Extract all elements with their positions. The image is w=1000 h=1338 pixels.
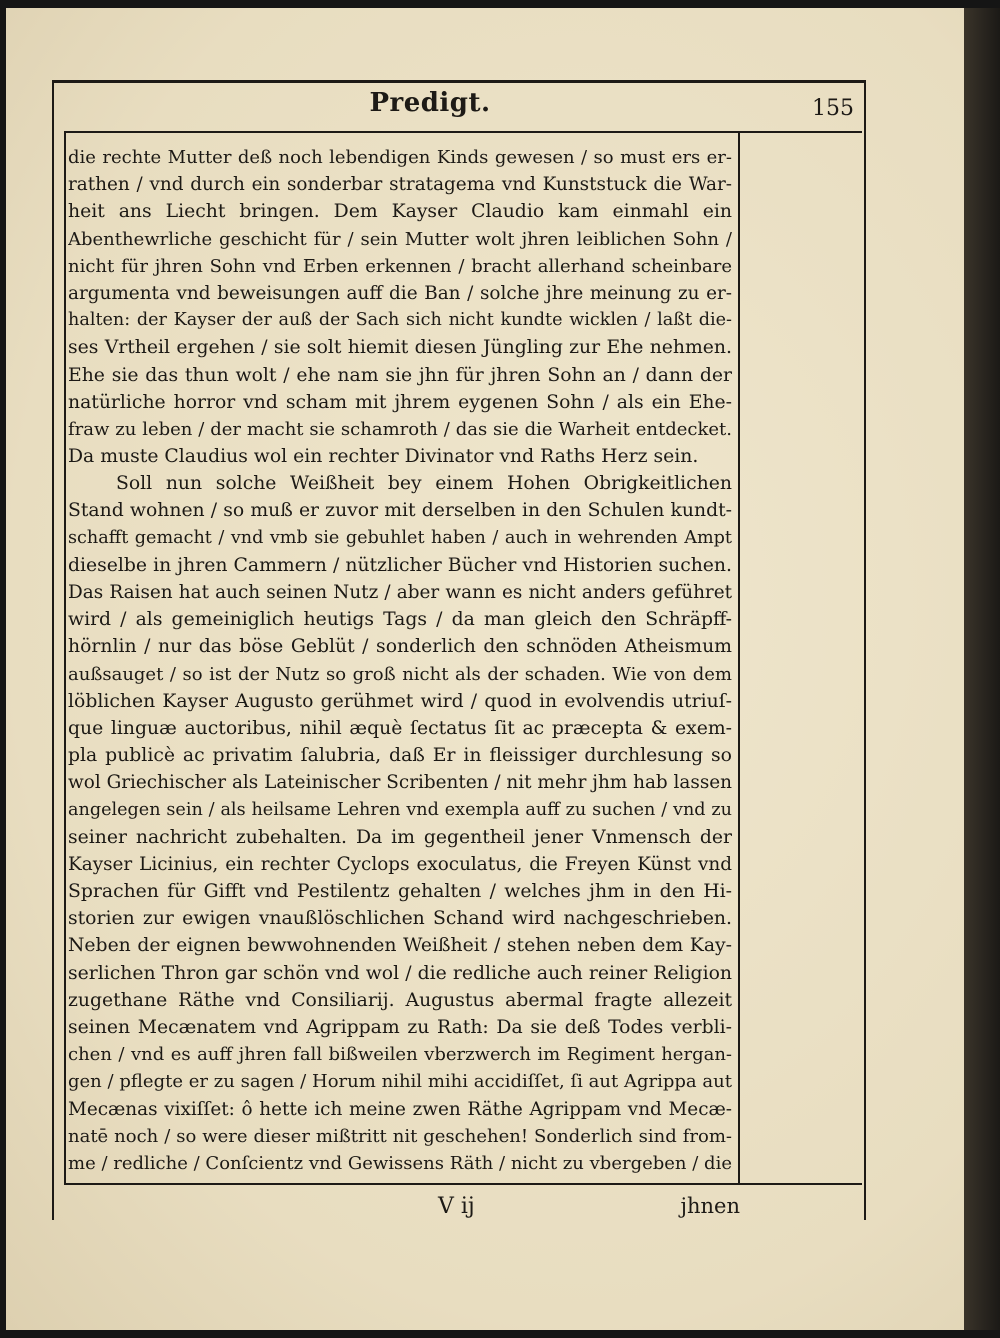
text-line: Kayser Licinius, ein rechter Cyclops exoculatus, die Freyen Künst vnd xyxy=(68,853,732,875)
text-line: que linguæ auctoribus, nihil æquè ſectatus ſit ac præcepta & exem- xyxy=(68,717,732,739)
text-line: Abenthewrliche geschicht für / sein Mutter wolt jhren leiblichen Sohn / xyxy=(68,228,732,250)
text-line: gen / pflegte er zu sagen / Horum nihil mihi accidiſſet, ſi aut Agrippa aut xyxy=(68,1071,732,1093)
text-line: Mecænas vixiſſet: ô hette ich meine zwen Räthe Agrippam vnd Mecæ- xyxy=(68,1098,732,1120)
margin-header-rule xyxy=(740,131,862,133)
page-edge-shadow xyxy=(964,8,1000,1330)
text-line: zugethane Räthe vnd Consiliarij. Augustus abermal fragte allezeit xyxy=(68,989,732,1011)
text-line: Das Raisen hat auch seinen Nutz / aber wann es nicht anders geführet xyxy=(68,582,732,603)
text-line: Ehe sie das thun wolt / ehe nam sie jhn für jhren Sohn an / dann der xyxy=(68,364,732,386)
text-line: halten: der Kayser der auß der Sach sich nicht kundte wicklen / laßt die- xyxy=(68,310,732,331)
text-line: Stand wohnen / so muß er zuvor mit derselben in den Schulen kundt- xyxy=(68,500,732,522)
text-line: die rechte Mutter deß noch lebendigen Kinds gewesen / so must ers er- xyxy=(68,147,732,168)
text-line: chen / vnd es auff jhren fall bißweilen vberzwerch im Regiment hergan- xyxy=(68,1044,732,1066)
text-line: Sprachen für Gifft vnd Pestilentz gehalten / welches jhm in den Hi- xyxy=(68,881,732,903)
text-line: natürliche horror vnd scham mit jhrem eygenen Sohn / als ein Ehe- xyxy=(68,391,732,413)
header-rule xyxy=(64,131,740,133)
text-line: Da muste Claudius wol ein rechter Divinator vnd Raths Herz sein. xyxy=(68,446,699,468)
text-block-left-rule xyxy=(64,131,66,1183)
text-line: seinen Mecænatem vnd Agrippam zu Rath: Da sie deß Todes verbli- xyxy=(68,1017,732,1038)
paragraph-start-line: Soll nun solche Weißheit bey einem Hohen Obrigkeitlichen xyxy=(116,473,732,495)
text-line: löblichen Kayser Augusto gerühmet wird / quod in evolvendis utriuſ- xyxy=(68,690,732,712)
text-line: storien zur ewigen vnaußlöschlichen Schand wird nachgeschrieben. xyxy=(68,908,732,930)
text-line: hörnlin / nur das böse Geblüt / sonderlich den schnöden Atheismum xyxy=(68,636,732,658)
text-line: rathen / vnd durch ein sonderbar stratagema vnd Kunststuck die War- xyxy=(68,174,732,196)
text-line: außsauget / so ist der Nutz so groß nicht als der schaden. Wie von dem xyxy=(68,663,732,685)
text-line: dieselbe in jhren Cammern / nützlicher Bücher vnd Historien suchen. xyxy=(68,554,732,576)
text-line: wol Griechischer als Lateinischer Scribenten / nit mehr jhm hab lassen xyxy=(68,772,732,794)
margin-footer-rule xyxy=(740,1183,862,1185)
catchword: jhnen xyxy=(680,1194,740,1218)
text-line: Neben der eignen bewwohnenden Weißheit / stehen neben dem Kay- xyxy=(68,935,732,957)
text-line: nicht für jhren Sohn vnd Erben erkennen / bracht allerhand scheinbare xyxy=(68,255,732,277)
running-title: Predigt. xyxy=(369,88,491,118)
footer-rule xyxy=(64,1183,740,1185)
text-line: natē noch / so were dieser mißtritt nit geschehen! Sonderlich sind from- xyxy=(68,1125,732,1147)
text-line: wird / als gemeiniglich heutigs Tags / da man gleich den Schräpff- xyxy=(68,609,732,631)
text-line: ses Vrtheil ergehen / sie solt hiemit diesen Jüngling zur Ehe nehmen. xyxy=(68,337,732,359)
text-line: me / redliche / Conſcientz vnd Gewissens Räth / nicht zu vbergeben / die xyxy=(68,1152,732,1174)
text-line: heit ans Liecht bringen. Dem Kayser Claudio kam einmahl ein xyxy=(68,201,732,223)
text-line: schafft gemacht / vnd vmb sie gebuhlet haben / auch in wehrenden Ampt xyxy=(68,527,732,548)
text-line: angelegen sein / als heilsame Lehren vnd exempla auff zu suchen / vnd zu xyxy=(68,799,732,820)
text-line: argumenta vnd beweisungen auff die Ban / solche jhre meinung zu er- xyxy=(68,282,732,304)
text-block xyxy=(68,144,732,1177)
text-line: serlichen Thron gar schön vnd wol / die redliche auch reiner Religion xyxy=(68,962,732,984)
text-line: fraw zu leben / der macht sie schamroth / das sie die Warheit entdecket. xyxy=(68,418,732,440)
text-line: pla publicè ac privatim ſalubria, daß Er in fleissiger durchlesung so xyxy=(68,745,732,767)
signature-mark: V ij xyxy=(438,1194,475,1219)
text-block-right-rule xyxy=(738,131,740,1183)
page-number: 155 xyxy=(812,96,854,121)
text-line: seiner nachricht zubehalten. Da im gegentheil jener Vnmensch der xyxy=(68,826,732,848)
